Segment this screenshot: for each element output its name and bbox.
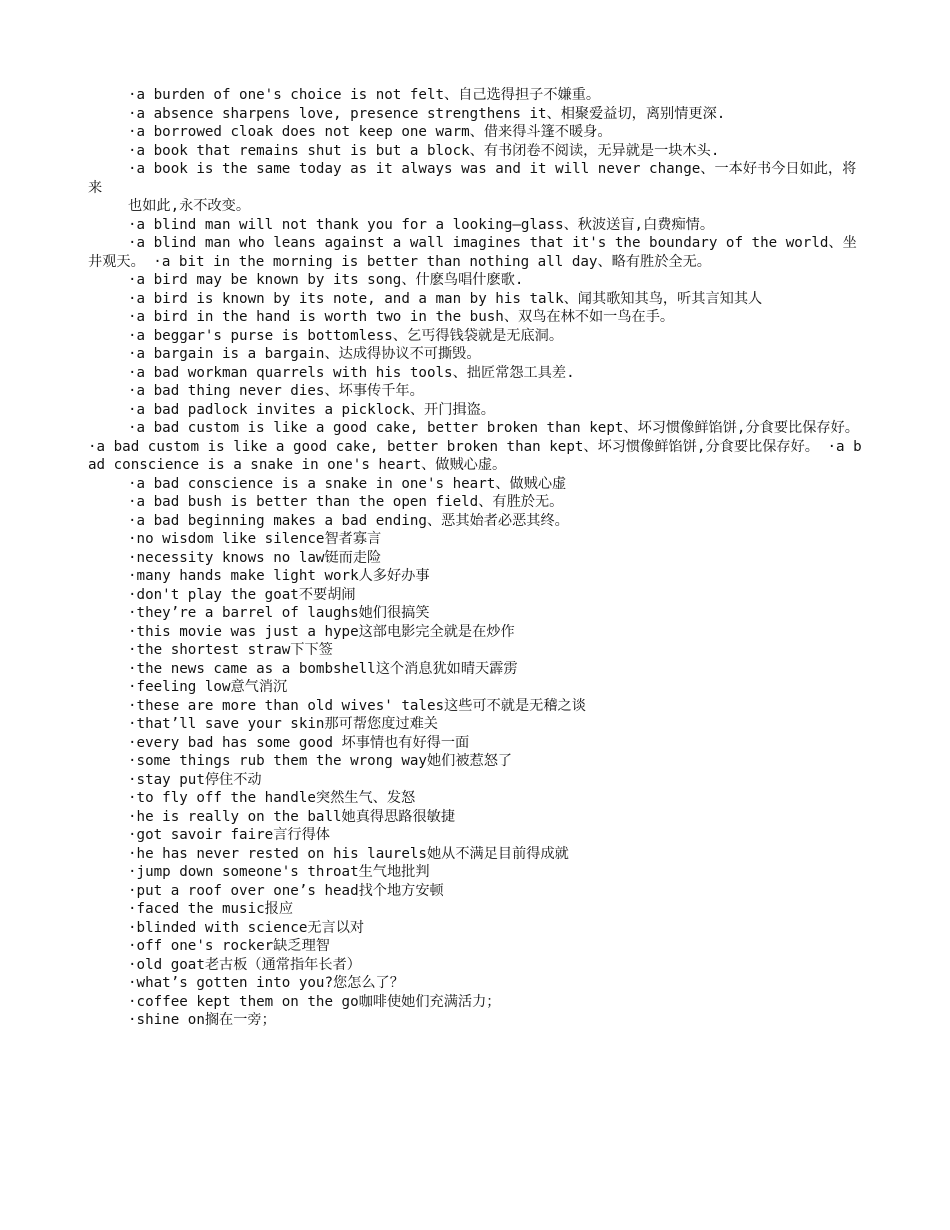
list-item-continuation: 也如此,永不改变。	[128, 198, 251, 214]
list-item: ·faced the music报应	[128, 901, 294, 917]
list-item: ·put a roof over one’s head找个地方安顿	[128, 882, 444, 899]
list-item: ·don't play the goat不要胡闹	[128, 586, 356, 603]
list-item: ·old goat老古板（通常指年长者）	[128, 956, 361, 973]
list-item: ·that’ll save your skin那可帮您度过难关	[128, 716, 438, 732]
list-item: ·some things rub them the wrong way她们被惹怒了	[128, 753, 513, 769]
list-item: ·a bad custom is like a good cake, better broken than kept、坏习惯像鲜馅饼,分食要比保存好。 ·a bad custom is like a good cake, better broken than kept、坏习惯像鲜馅饼,分食要比保存好。 ·a bad conscience is a snake in one's heart、做贼心虚。	[88, 420, 862, 473]
list-item: ·a bird is known by its note, and a man by his talk、闻其歌知其鸟，听其言知其人	[128, 290, 763, 307]
list-item: ·a blind man who leans against a wall imagines that it's the boundary of the world、坐井观天。 ·a bit in the morning is better than nothing all day、略有胜於全无。	[88, 235, 857, 270]
list-item: ·he is really on the ball她真得思路很敏捷	[128, 808, 456, 825]
list-item: ·a bad thing never dies、坏事传千年。	[128, 383, 424, 399]
list-item: ·off one's rocker缺乏理智	[128, 938, 330, 954]
list-item: ·a beggar's purse is bottomless、乞丐得钱袋就是无底洞。	[128, 327, 564, 344]
list-item: ·shine on搁在一旁；	[128, 1012, 276, 1028]
list-item: ·a blind man will not thank you for a looking—glass、秋波送盲,白费痴情。	[128, 216, 715, 233]
list-item: ·got savoir faire言行得体	[128, 827, 330, 843]
list-item: ·what’s gotten into you?您怎么了？	[128, 975, 404, 991]
list-item: ·a absence sharpens love, presence strengthens it、相聚爱益切，离别情更深.	[128, 105, 726, 122]
list-item: ·every bad has some good 坏事情也有好得一面	[128, 734, 470, 751]
list-item: ·necessity knows no law铤而走险	[128, 549, 382, 566]
list-item: ·a bad conscience is a snake in one's heart、做贼心虚	[128, 475, 567, 492]
list-item: ·a bad beginning makes a bad ending、恶其始者必恶其终。	[128, 512, 569, 529]
list-item: ·a bird may be known by its song、什麽鸟唱什麽歌.	[128, 272, 524, 288]
list-item: ·feeling low意气消沉	[128, 679, 288, 695]
list-item: ·jump down someone's throat生气地批判	[128, 864, 430, 880]
list-item: ·this movie was just a hype这部电影完全就是在炒作	[128, 623, 515, 640]
list-item: ·a bad padlock invites a picklock、开门揖盗。	[128, 401, 495, 418]
list-item: ·a burden of one's choice is not felt、自己选得担子不嫌重。	[128, 87, 601, 103]
list-item: ·many hands make light work人多好办事	[128, 568, 430, 584]
list-item: ·these are more than old wives' tales这些可不就是无稽之谈	[128, 697, 586, 714]
list-item: ·a borrowed cloak does not keep one warm、借来得斗篷不暖身。	[128, 124, 612, 140]
list-item: ·coffee kept them on the go咖啡使她们充满活力；	[128, 993, 501, 1010]
list-item: ·the news came as a bombshell这个消息犹如晴天霹雳	[128, 660, 518, 677]
list-item: ·no wisdom like silence智者寡言	[128, 531, 382, 547]
list-item: ·a book that remains shut is but a block、有书闭卷不阅读，无异就是一块木头.	[128, 142, 720, 159]
list-item: ·a bad workman quarrels with his tools、拙匠常怨工具差.	[128, 364, 575, 381]
list-item: ·a bird in the hand is worth two in the bush、双鸟在林不如一鸟在手。	[128, 309, 675, 325]
list-item: ·a book is the same today as it always was and it will never change、一本好书今日如此，将来	[88, 161, 857, 196]
list-item: ·he has never rested on his laurels她从不满足目前得成就	[128, 845, 569, 862]
list-item: ·the shortest straw下下签	[128, 642, 333, 658]
list-item: ·they’re a barrel of laughs她们很搞笑	[128, 605, 430, 621]
idiom-list	[88, 86, 868, 1030]
list-item: ·stay put停住不动	[128, 771, 262, 788]
list-item: ·a bargain is a bargain、达成得协议不可撕毁。	[128, 346, 481, 362]
list-item: ·to fly off the handle突然生气、发怒	[128, 790, 416, 806]
list-item: ·blinded with science无言以对	[128, 919, 365, 936]
list-item: ·a bad bush is better than the open field、有胜於无。	[128, 494, 564, 510]
